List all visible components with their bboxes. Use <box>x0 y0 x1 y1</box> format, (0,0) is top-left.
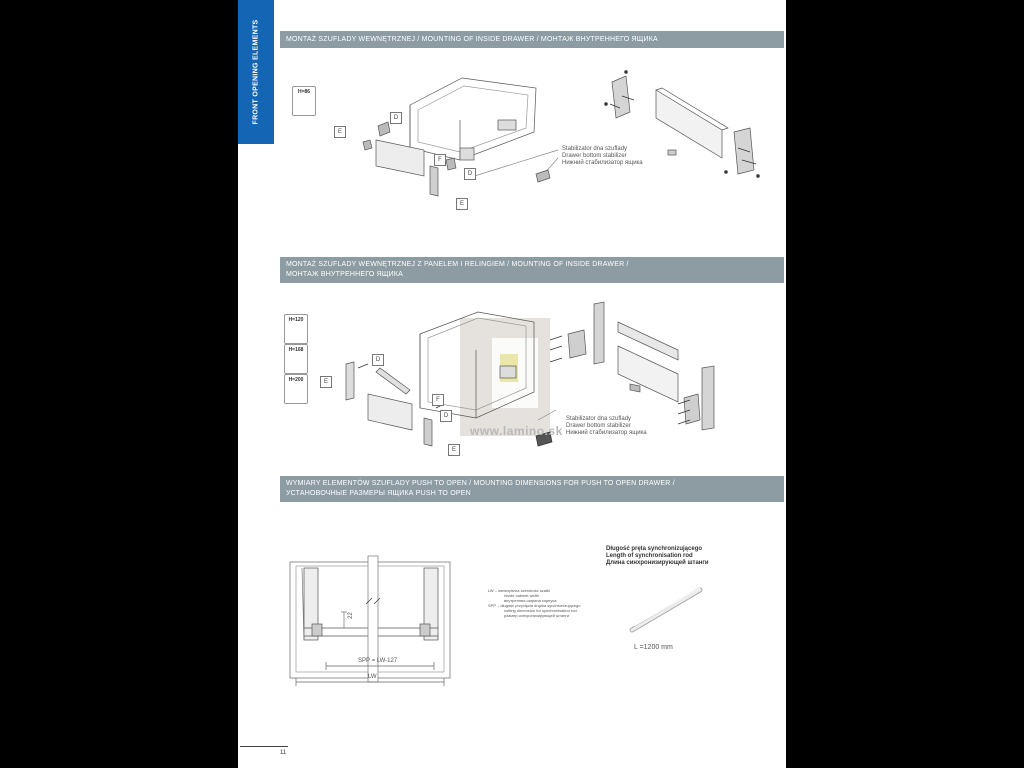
height-badge-label: H=200 <box>288 377 304 383</box>
stabilizer-caption <box>562 146 643 167</box>
height-badge-label: H=120 <box>288 317 304 323</box>
legend-line: SPP – długość przycięcia drążka synchronizującego <box>488 603 581 608</box>
caption-line: Нижний стабилизатор ящика <box>562 160 643 166</box>
stabilizer-part-1 <box>536 170 550 182</box>
height-badge <box>292 86 316 116</box>
lw-dimension-label: LW <box>368 674 377 680</box>
section-header-line: MONTAŻ SZUFLADY WEWNĘTRZNEJ Z PANELEM I RELINGIEM / MOUNTING OF INSIDE DRAWER / <box>286 261 629 268</box>
height-badge-label: H=168 <box>288 347 304 353</box>
rail-drawing-2 <box>550 302 714 430</box>
caption-line: Stabilizator dna szuflady <box>566 416 632 422</box>
sync-rod-title-line: Długość pręta synchronizującego <box>606 546 703 552</box>
drawer-box-drawing-1 <box>410 78 536 160</box>
part-letter-e: E <box>334 126 346 138</box>
synchronisation-rod-drawing <box>632 588 700 630</box>
page-number: 11 <box>280 750 287 756</box>
watermark-text: www.lamino.sk <box>470 424 563 438</box>
caption-line: Drawer bottom stabilizer <box>562 153 627 159</box>
part-letter-e: E <box>320 376 332 388</box>
front-panel-drawing-2 <box>346 362 444 446</box>
part-letter-d: D <box>390 112 402 124</box>
cabinet-dimension-drawing <box>290 556 450 686</box>
legend-line: внутренняя ширина корпуса <box>504 598 557 603</box>
section-header-line: WYMIARY ELEMENTÓW SZUFLADY PUSH TO OPEN / MOUNTING DIMENSIONS FOR PUSH TO OPEN DRAWER / <box>286 480 675 487</box>
sync-rod-title-line: Длина синхронизирующей штанги <box>606 560 709 566</box>
part-letter-d: D <box>440 410 452 422</box>
catalog-page <box>238 0 786 768</box>
sync-rod-title <box>606 546 709 567</box>
dimension-22-label: 22 <box>347 612 354 619</box>
legend-line: cutting dimension for synchronisation rod <box>504 608 577 613</box>
part-letter-d: D <box>464 168 476 180</box>
height-badge <box>284 374 308 404</box>
caption-line: Stabilizator dna szuflady <box>562 146 628 152</box>
sync-rod-length-label: L =1200 mm <box>634 644 673 651</box>
footer-divider <box>240 746 288 747</box>
part-letter-e: E <box>448 444 460 456</box>
caption-line: Нижний стабилизатор ящика <box>566 430 647 436</box>
section-header-line: МОНТАЖ ВНУТРЕННЕГО ЯЩИКА <box>286 271 403 278</box>
legend-line: inside cabinet width <box>504 593 539 598</box>
height-badge <box>284 314 308 344</box>
spp-dimension-label: SPP = LW-127 <box>358 658 398 664</box>
height-badge <box>284 344 308 374</box>
side-tab-label: FRONT OPENING ELEMENTS <box>252 19 260 125</box>
part-letter-f: F <box>434 154 446 166</box>
part-letter-d: D <box>372 354 384 366</box>
sync-rod-title-line: Length of synchronisation rod <box>606 553 693 559</box>
height-badge-label: H=86 <box>297 89 311 95</box>
legend-line: размер синхронизирующей штанги <box>504 613 570 618</box>
dimension-legend <box>488 588 580 618</box>
caption-line: Drawer bottom stabilizer <box>566 423 631 429</box>
section-header-line: УСТАНОВОЧНЫЕ РАЗМЕРЫ ЯЩИКА PUSH TO OPEN <box>286 490 471 497</box>
part-letter-f: F <box>432 394 444 406</box>
part-letter-e: E <box>456 198 468 210</box>
legend-line: LW – wewnętrzna szerokość szafki <box>488 588 550 593</box>
stabilizer-caption <box>566 416 647 437</box>
section-header-line: MONTAŻ SZUFLADY WEWNĘTRZNEJ / MOUNTING OF INSIDE DRAWER / МОНТАЖ ВНУТРЕННЕГО ЯЩИКА <box>286 35 658 43</box>
